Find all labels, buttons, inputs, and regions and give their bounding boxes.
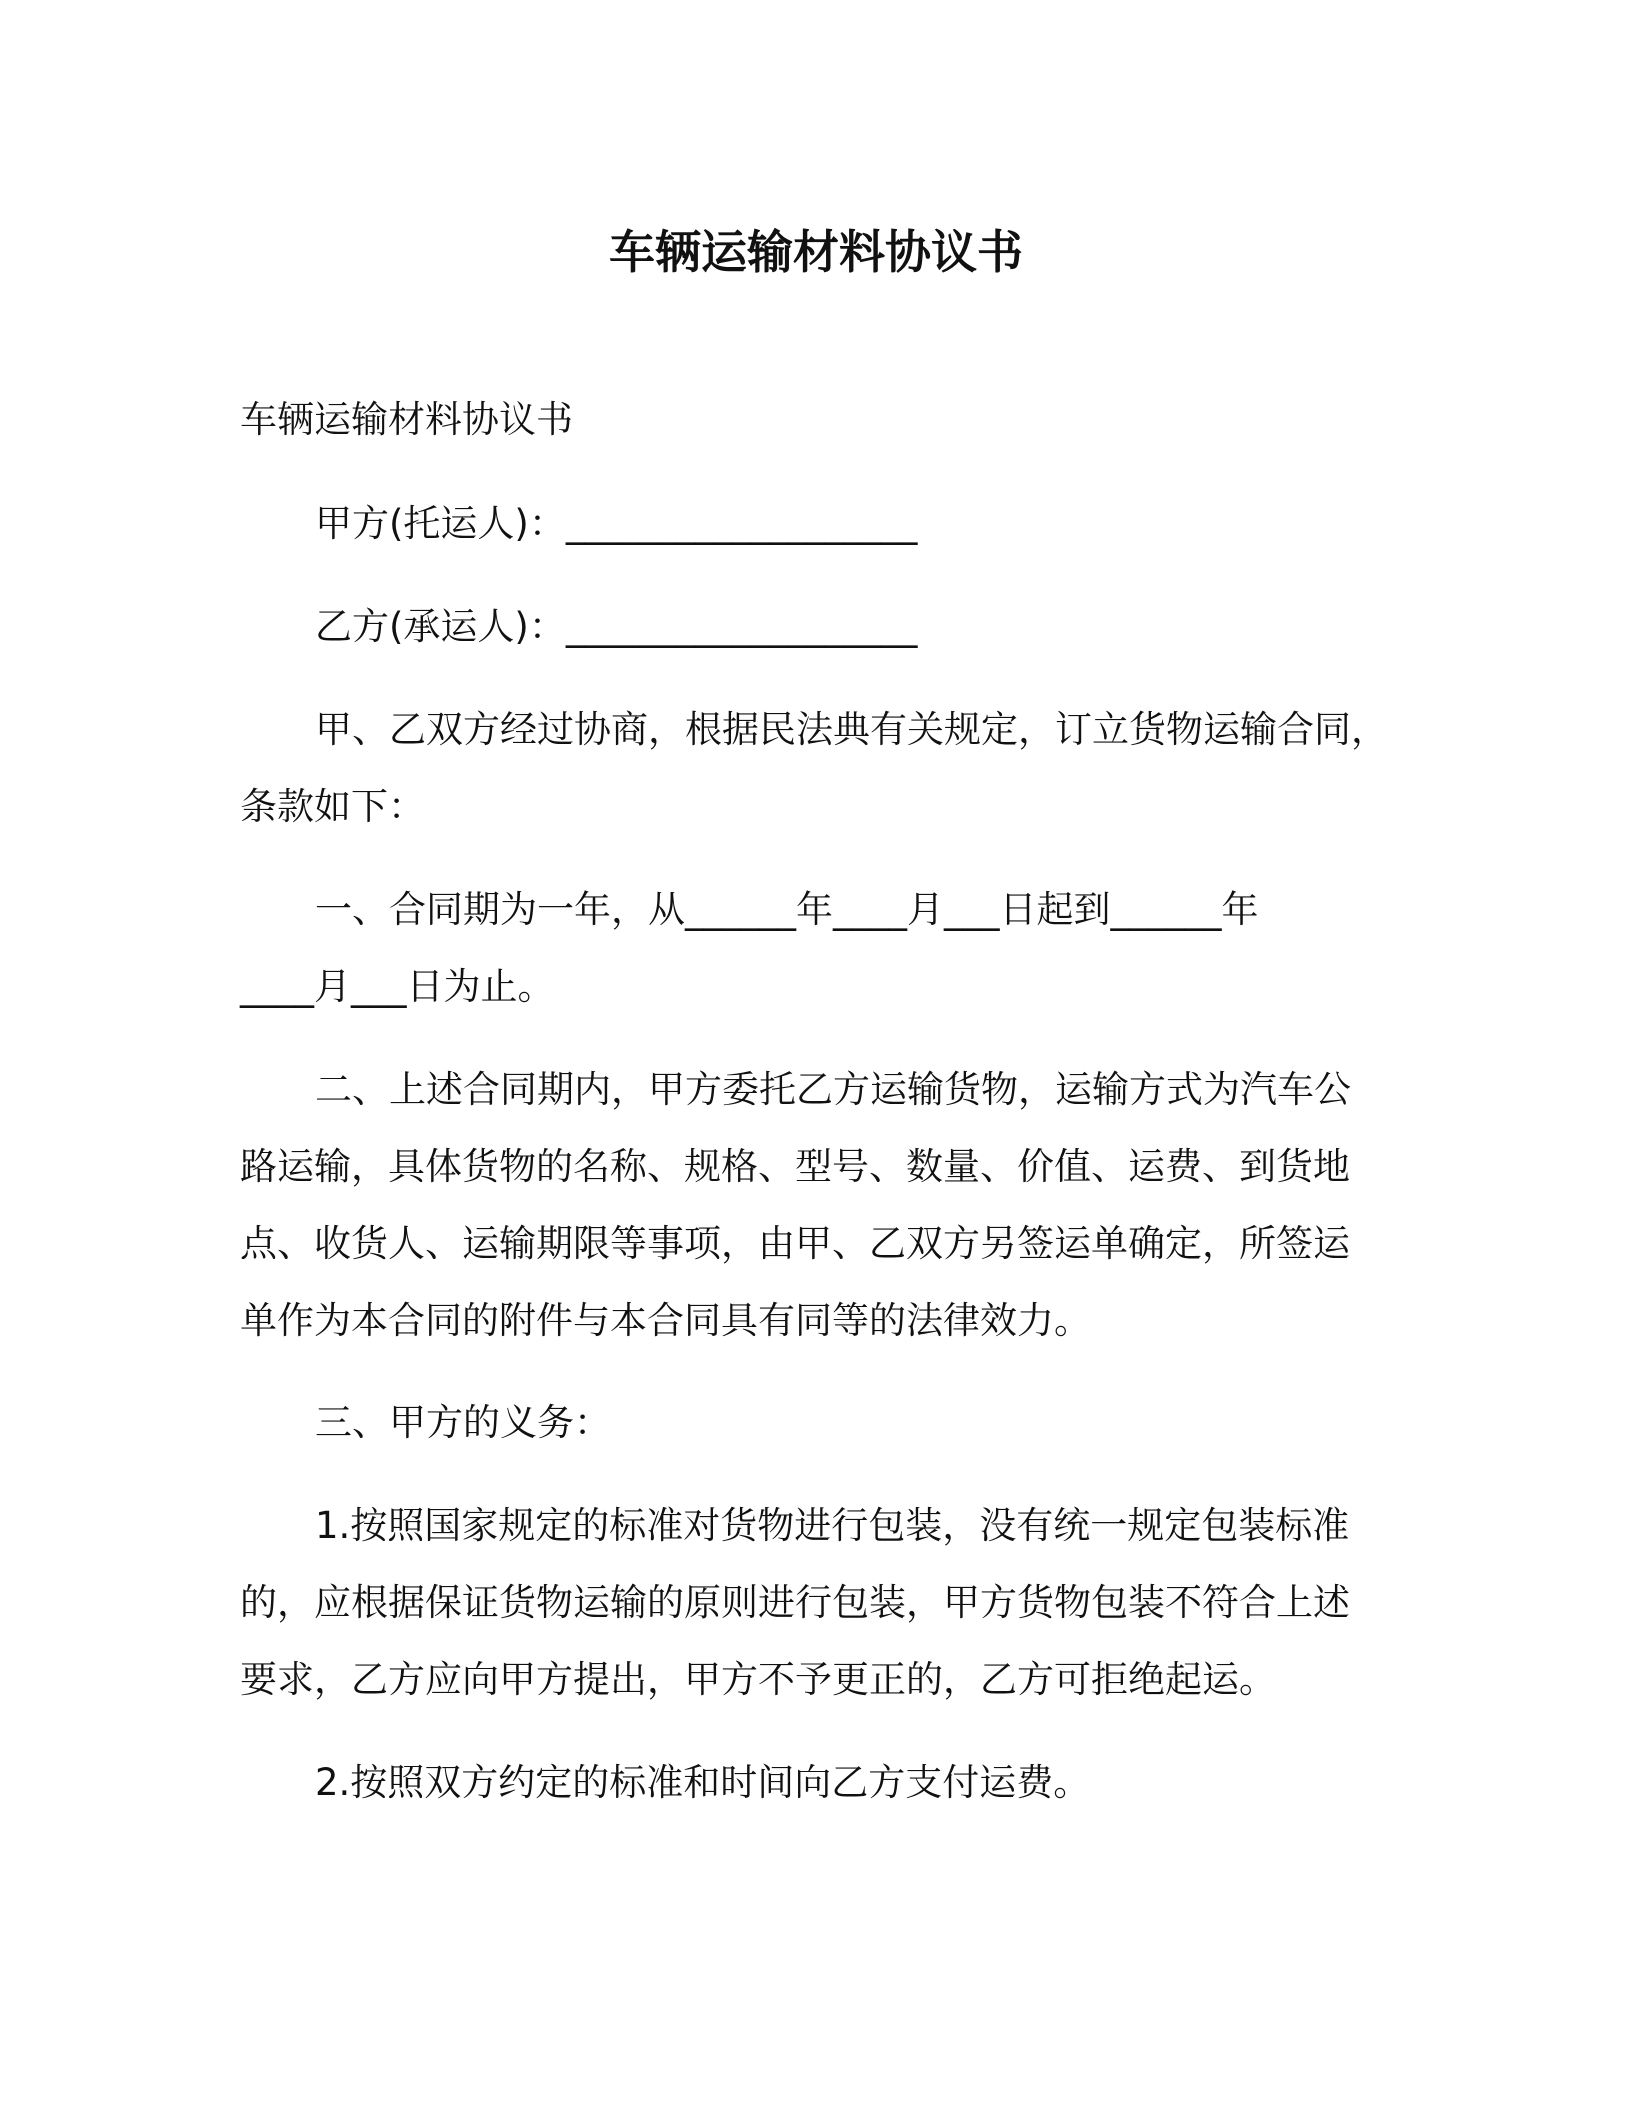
item1-line-1: 1.按照国家规定的标准对货物进行包装，没有统一规定包装标准: [315, 1504, 1350, 1547]
clause1-line-2: ____月___日为止。: [240, 965, 555, 1008]
item1-line-3: 要求，乙方应向甲方提出，甲方不予更正的，乙方可拒绝起运。: [240, 1658, 1276, 1701]
intro-line-1: 甲、乙双方经过协商，根据民法典有关规定，订立货物运输合同，: [315, 708, 1388, 751]
clause2-line-4: 单作为本合同的附件与本合同具有同等的法律效力。: [240, 1299, 1091, 1342]
intro-line-2: 条款如下：: [240, 785, 425, 828]
item1-line-2: 的，应根据保证货物运输的原则进行包装，甲方货物包装不符合上述: [240, 1581, 1350, 1624]
item2-line: 2.按照双方约定的标准和时间向乙方支付运费。: [315, 1761, 1091, 1804]
clause3-heading: 三、甲方的义务：: [315, 1401, 611, 1444]
clause2-line-2: 路运输，具体货物的名称、规格、型号、数量、价值、运费、到货地: [240, 1145, 1350, 1188]
document-subtitle: 车辆运输材料协议书: [240, 398, 573, 441]
party-b-line: 乙方(承运人)：___________________: [315, 605, 918, 648]
clause2-line-3: 点、收货人、运输期限等事项，由甲、乙双方另签运单确定，所签运: [240, 1222, 1350, 1265]
document-title: 车辆运输材料协议书: [609, 225, 1023, 279]
clause1-line-1: 一、合同期为一年，从______年____月___日起到______年: [315, 888, 1259, 931]
clause2-line-1: 二、上述合同期内，甲方委托乙方运输货物，运输方式为汽车公: [315, 1068, 1351, 1111]
party-a-line: 甲方(托运人)：___________________: [315, 502, 918, 545]
